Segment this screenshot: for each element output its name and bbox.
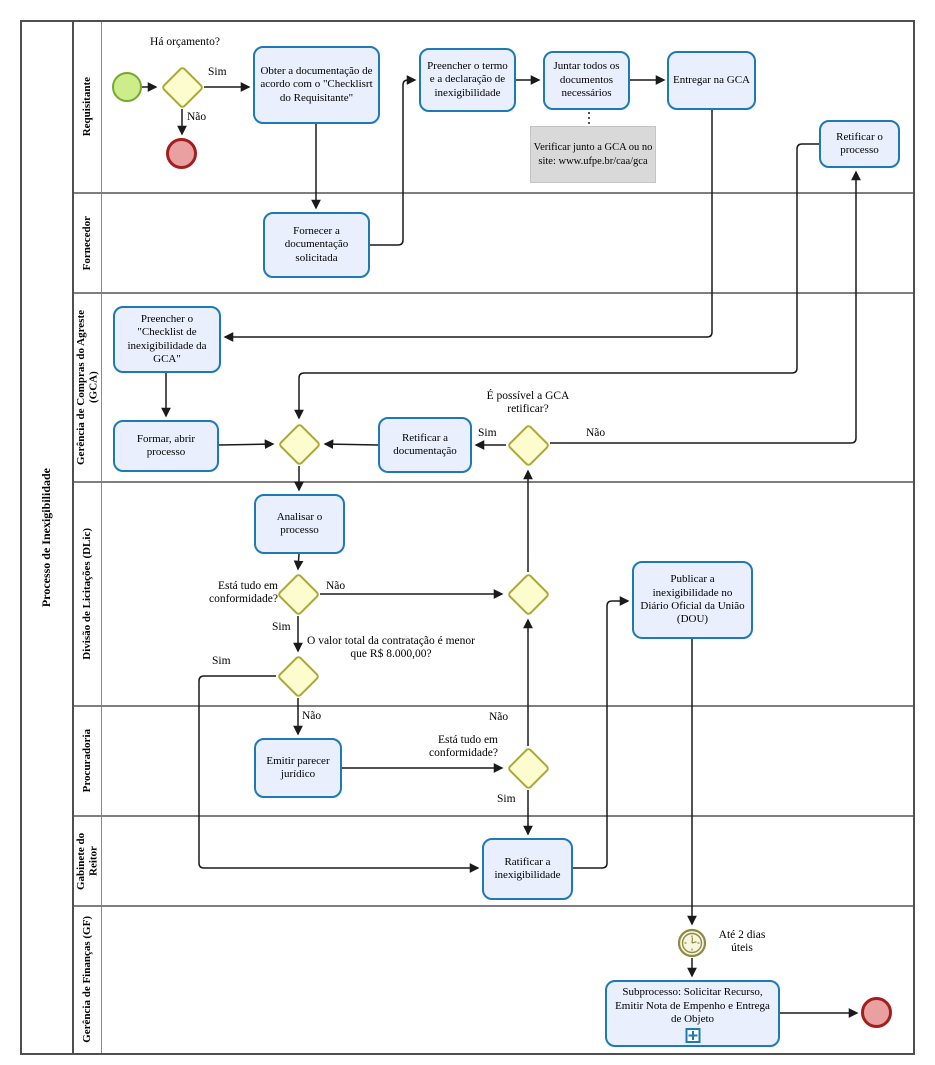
lane-label: Fornecedor xyxy=(81,215,94,270)
end-event-final xyxy=(861,997,892,1028)
task-label: Preencher o termo e a declaração de inexigibilidade xyxy=(427,59,508,99)
task-analisar-processo xyxy=(254,494,345,554)
gateway-question-valor: O valor total da contratação é menor que R$ 8.000,00? xyxy=(307,635,475,661)
subprocess-solicitar-recurso xyxy=(605,980,780,1047)
task-label: Obter a documentação de acordo com o "Checklisrt do Requisitante" xyxy=(260,64,373,104)
lane-label: Gabinete do Reitor xyxy=(74,832,100,890)
task-obter-documentacao xyxy=(253,46,380,124)
task-label: Formar, abrir processo xyxy=(136,432,196,458)
task-entregar-gca xyxy=(667,51,756,110)
lane-label: Procuradoria xyxy=(81,729,94,793)
timer-label: Até 2 dias úteis xyxy=(718,929,766,955)
end-event-sem-orcamento xyxy=(166,138,197,169)
flow-nao-to-retificar-processo xyxy=(550,172,856,443)
task-label: Retificar a documentação xyxy=(393,431,457,457)
task-ratificar-inexigibilidade xyxy=(482,838,573,900)
flow-ratificar-to-publicar xyxy=(573,601,628,868)
flow-label-nao: Não xyxy=(489,711,509,723)
gateway-question-gca-retificar: É possível a GCA retificar? xyxy=(486,390,570,416)
annotation-text: Verificar junto a GCA ou no site: www.ufpe.br/caa/gca xyxy=(533,141,653,167)
flow-label-nao: Não xyxy=(326,580,346,592)
task-label: Fornecer a documentação solicitada xyxy=(284,224,349,264)
task-checklist-gca xyxy=(113,306,221,373)
task-label: Juntar todos os documentos necessários xyxy=(553,60,620,100)
annotation-verificar-gca xyxy=(530,126,656,183)
flow-label-sim: Sim xyxy=(212,655,231,667)
flow-label-sim: Sim xyxy=(272,621,291,633)
task-retificar-processo xyxy=(819,120,900,168)
task-label: Preencher o "Checklist de inexigibilidade da GCA" xyxy=(127,312,207,365)
lane-label: Requisitante xyxy=(81,77,94,137)
lane-label: Gerência de Compras do Agreste (GCA) xyxy=(74,309,100,465)
flow-label-sim: Sim xyxy=(478,427,497,439)
task-label: Entregar na GCA xyxy=(673,73,750,86)
flow-label-sim: Sim xyxy=(497,793,516,805)
flow-label-nao: Não xyxy=(302,710,322,722)
gateway-question-conformidade-proc: Está tudo em conformidade? xyxy=(429,734,498,760)
task-label: Retificar o processo xyxy=(836,130,883,156)
timer-event-icon xyxy=(677,928,707,958)
flow-retificar-doc-to-merge-gca xyxy=(325,444,378,445)
task-label: Emitir parecer jurídico xyxy=(266,754,330,780)
task-retificar-documentacao xyxy=(378,417,472,473)
task-label: Publicar a inexigibilidade no Diário Oficial da União (DOU) xyxy=(640,573,745,626)
flow-formar-to-merge-gca xyxy=(219,444,273,445)
task-label: Subprocesso: Solicitar Recurso, Emitir Nota de Empenho e Entrega de Objeto xyxy=(615,986,770,1026)
task-publicar-dou xyxy=(632,561,753,639)
flow-retificar-processo-to-merge-gca xyxy=(299,144,819,418)
subprocess-plus-icon xyxy=(685,1028,700,1043)
task-emitir-parecer xyxy=(254,738,342,798)
task-fornecer-documentacao xyxy=(263,212,370,278)
flow-label-sim: Sim xyxy=(208,66,227,78)
gateway-question-ha-orcamento: Há orçamento? xyxy=(150,36,220,48)
lane-label: Gerência de Finanças (GF) xyxy=(81,916,94,1044)
flow-label-nao: Não xyxy=(586,427,606,439)
task-formar-abrir-processo xyxy=(113,420,219,472)
flow-analisar-to-gw-conformidade xyxy=(298,554,299,569)
start-event xyxy=(112,72,142,102)
task-label: Ratificar a inexigibilidade xyxy=(494,855,561,881)
task-juntar-documentos xyxy=(543,51,630,110)
pool-title-label: Processo de Inexigibilidade xyxy=(39,467,54,608)
task-label: Analisar o processo xyxy=(276,510,323,536)
gateway-question-conformidade-dlic: Está tudo em conformidade? xyxy=(209,580,278,606)
task-preencher-termo xyxy=(419,48,516,112)
flow-label-nao: Não xyxy=(187,111,207,123)
lane-label: Divisão de Licitações (DLic) xyxy=(81,528,94,660)
